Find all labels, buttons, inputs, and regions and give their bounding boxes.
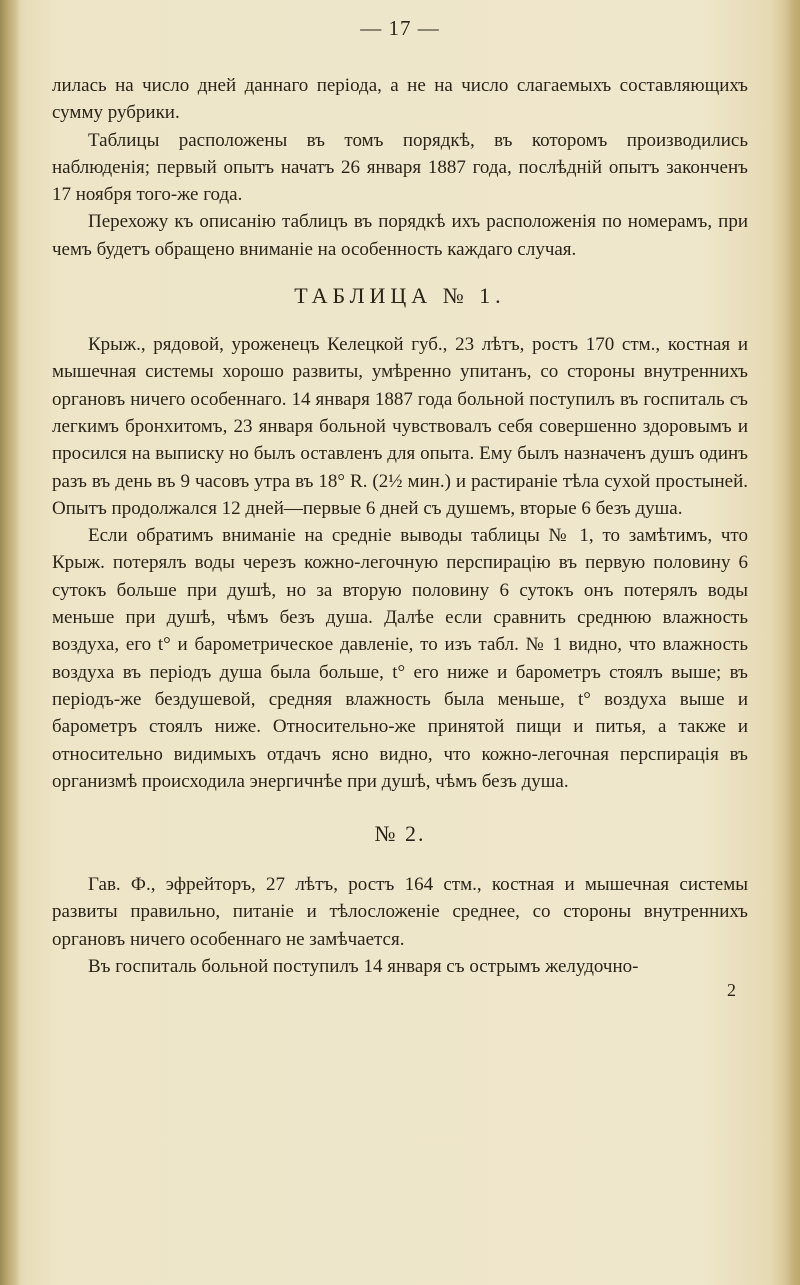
paragraph-intro-continuation: лилась на число дней даннаго періода, а не на число слагаемыхъ составляющихъ сумму рубрики. [52, 75, 748, 124]
paragraph-case2-admission: Въ госпиталь больной поступилъ 14 января съ острымъ желудочно- [88, 956, 639, 978]
paragraph-case1-analysis: Если обратимъ вниманіе на средніе выводы таблицы № 1, то замѣтимъ, что Крыж. потерялъ воды черезъ кожно-легочную перспирацію въ первую половину 6 сутокъ больше при душѣ, но за вторую половину 6 сутокъ онъ потерялъ воды меньше при душѣ, чѣмъ безъ душа. Далѣе если сравнить среднюю влажность воздуха, его t° и барометрическое давленіе, то изъ табл. № 1 видно, что влажность воздуха въ періодъ душа была больше, t° его ниже и барометръ стоялъ выше; въ періодъ-же бездушевой, средняя влажность была меньше, t° воздуха выше и барометръ стоялъ ниже. Относительно-же принятой пищи и питья, а также и относительно видимыхъ отдачъ ясно видно, что кожно-легочная перспирація въ организмѣ происходила энергичнѣе при душѣ, чѣмъ безъ душа. [52, 525, 748, 792]
paragraph-transition: Перехожу къ описанію таблицъ въ порядкѣ ихъ расположенія по номерамъ, при чемъ будетъ обращено вниманіе на особенность каждаго случая. [52, 211, 748, 260]
paragraph-tables-order: Таблицы расположены въ томъ порядкѣ, въ которомъ производились наблюденія; первый опытъ начатъ 26 января 1887 года, послѣдній опытъ законченъ 17 ноября того-же года. [52, 129, 748, 206]
page-number: — 17 — [360, 16, 440, 40]
paragraph-case2-description: Гав. Ф., эфрейторъ, 27 лѣтъ, ростъ 164 стм., костная и мышечная системы развиты правильно, питаніе и тѣлосложеніе среднее, со стороны внутреннихъ органовъ ничего особеннаго не замѣчается. [52, 874, 748, 950]
table1-heading: ТАБЛИЦА № 1. [294, 283, 506, 309]
printer-signature-mark: 2 [727, 980, 736, 1001]
table2-heading: № 2. [374, 821, 426, 847]
page-content [52, 14, 748, 1002]
paragraph-case1-description: Крыж., рядовой, уроженецъ Келецкой губ., 23 лѣтъ, ростъ 170 стм., костная и мышечная системы хорошо развиты, умѣренно упитанъ, со стороны внутреннихъ органовъ ничего особеннаго. 14 января 1887 года больной поступилъ въ госпиталь съ легкимъ бронхитомъ, 23 января больной чувствовалъ себя совершенно здоровымъ и просился на выписку но былъ оставленъ для опыта. Ему былъ назначенъ душъ одинъ разъ въ день въ 9 часовъ утра въ 18° R. (2½ мин.) и растираніе тѣла сухой простыней. Опытъ продолжался 12 дней—первые 6 дней съ душемъ, вторые 6 безъ душа. [52, 334, 748, 519]
page-edge-shadow [786, 0, 800, 1285]
page-spine-shadow [0, 0, 20, 1285]
